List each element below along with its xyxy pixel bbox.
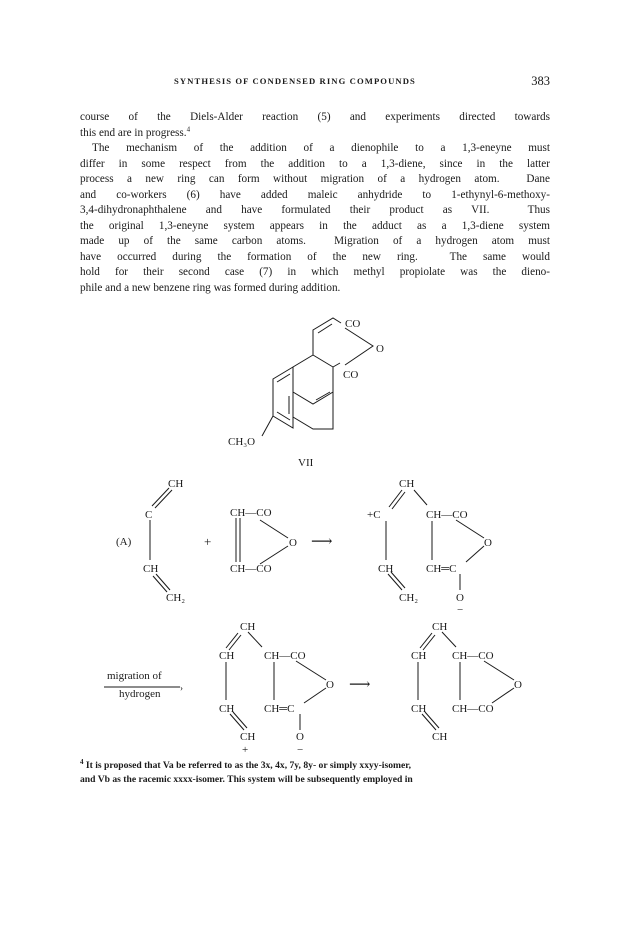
- r1-prod-ch-co: CH—CO: [426, 509, 468, 521]
- r1-anh-o: O: [289, 537, 297, 549]
- r2-left-ch-top: CH: [240, 621, 256, 633]
- text-line: this end are in progress.$^4$: [80, 124, 191, 139]
- page-number: 383: [531, 74, 550, 88]
- r2-left-minus: −: [297, 744, 304, 756]
- r2-left-o: O: [326, 679, 334, 691]
- r2-left-plus: +: [242, 744, 249, 756]
- text-line: have occurred during the formation of the new ring. The same would: [80, 250, 550, 263]
- footnote-line: and Vb as the racemic xxxx-isomer. This system will be subsequently employed in: [80, 774, 413, 785]
- vii-methoxy: CH₃O: [228, 436, 256, 448]
- footnote: [80, 759, 550, 787]
- r1-eneyne-ch2: CH₂: [166, 592, 186, 604]
- scheme-label-a: (A): [116, 536, 132, 548]
- footnote-marker: 4: [80, 757, 84, 766]
- r2-right-ch-co-bottom: CH—CO: [452, 703, 494, 715]
- text-line: course of the Diels-Alder reaction (5) and experiments directed towards: [80, 111, 550, 123]
- migration-label-2: hydrogen: [119, 688, 161, 700]
- r1-prod-o-minus: O: [456, 592, 464, 604]
- text-line: hold for their second case (7) in which methyl propiolate was the dieno-: [80, 266, 550, 279]
- r1-eneyne-c: C: [145, 509, 153, 521]
- vii-co-top: CO: [345, 318, 361, 330]
- text-line: The mechanism of the addition of a dienophile to a 1,3-eneyne must: [92, 142, 550, 155]
- scheme-arrow-2[interactable]: ⟶: [349, 677, 371, 693]
- footnote-ref: 4: [186, 124, 191, 133]
- vii-co-bottom: CO: [343, 369, 359, 381]
- r1-prod-ch2: CH₂: [399, 592, 419, 604]
- r2-left-o-minus: O: [296, 731, 304, 743]
- r1-anh-top: CH—CO: [230, 507, 272, 519]
- text-line: differ in some respect from the addition to a 1,3-diene, since in the latter: [80, 157, 550, 170]
- structure-vii-labels: [228, 318, 384, 469]
- text-line: 3,4-dihydronaphthalene and have formulated their product as VII. Thus: [80, 204, 550, 217]
- footnote-line: $^4$ It is proposed that Va be referred to as the 3x, 4x, 7y, 8y- or simply xxyy-isomer,: [80, 757, 412, 771]
- r1-prod-minus: −: [457, 604, 464, 616]
- scheme-arrow-1[interactable]: ⟶: [311, 534, 333, 550]
- r1-eneyne-ch-top: CH: [168, 478, 184, 490]
- r1-prod-ch: CH: [378, 563, 394, 575]
- migration-arrowhead: ›: [180, 683, 183, 693]
- r2-right-ch: CH: [411, 650, 427, 662]
- r2-left-ch3: CH: [240, 731, 256, 743]
- r1-prod-ch-top: CH: [399, 478, 415, 490]
- r2-left-ch-eq-c: CH═C: [264, 703, 295, 715]
- vii-label: VII: [298, 457, 314, 469]
- scheme-row2-bonds: [104, 632, 514, 730]
- r2-right-o: O: [514, 679, 522, 691]
- text-line: and co-workers (6) have added maleic anhydride to 1-ethynyl-6-methoxy-: [80, 188, 550, 201]
- text-line: phile and a new benzene ring was formed during addition.: [80, 282, 341, 295]
- text-line: made up of the same carbon atoms. Migration of a hydrogen atom must: [80, 235, 550, 248]
- r2-right-ch-top: CH: [432, 621, 448, 633]
- r2-right-ch3: CH: [432, 731, 448, 743]
- text-line: the original 1,3-eneyne system appears in the adduct as a 1,3-diene system: [80, 219, 550, 232]
- r1-prod-ch-eq-c: CH═C: [426, 563, 457, 575]
- running-title: SYNTHESIS OF CONDENSED RING COMPOUNDS: [174, 76, 416, 86]
- r1-anh-bottom: CH—CO: [230, 563, 272, 575]
- scheme-plus: +: [204, 534, 212, 549]
- r1-prod-o: O: [484, 537, 492, 549]
- r1-eneyne-ch: CH: [143, 563, 159, 575]
- scheme-row1-labels: [116, 478, 492, 616]
- vii-o: O: [376, 343, 384, 355]
- text-line: process a new ring can form without migration of a hydrogen atom. Dane: [80, 173, 550, 186]
- r1-prod-plus-c: +C: [367, 509, 381, 521]
- r2-right-ch-co: CH—CO: [452, 650, 494, 662]
- r2-left-ch-co: CH—CO: [264, 650, 306, 662]
- r2-left-ch: CH: [219, 650, 235, 662]
- r2-left-ch2: CH: [219, 703, 235, 715]
- migration-label-1: migration of: [107, 670, 162, 682]
- r2-right-ch2: CH: [411, 703, 427, 715]
